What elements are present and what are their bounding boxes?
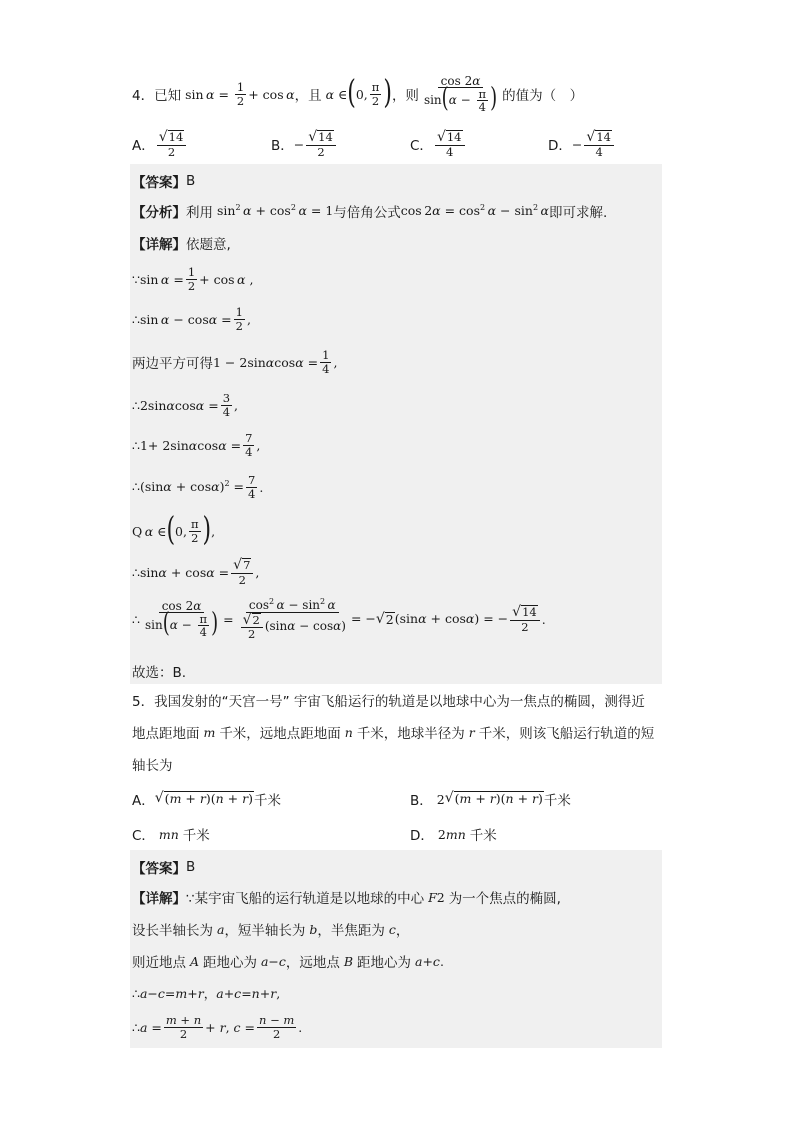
stem-text: 地点距地面 <box>132 726 200 742</box>
option-label: B． <box>410 793 433 809</box>
formula: √ (m + r)(n + r) <box>154 790 253 807</box>
fraction: $\cos^2 \alpha - \sin^2 \alpha$ √ 2 2 (sinα − cosα) <box>242 597 346 641</box>
detail-text: 距地心为 <box>357 955 412 971</box>
analysis-line <box>132 200 607 222</box>
formula: Q α ∈ <box>132 523 167 539</box>
detail-text: ∵某宇宙飞船的运行轨道是以地球的中心 <box>186 891 425 907</box>
detail-tag: 【详解】 <box>132 891 186 907</box>
formula: 0, <box>355 86 368 102</box>
detail-text: 设长半轴长为 <box>132 923 213 939</box>
formula: ∴ <box>132 611 140 627</box>
formula: . <box>298 1019 303 1035</box>
stem-text: 我国发射的“天宫一号” 宇宙飞船运行的轨道是以地球中心为一焦点的椭圆，测得近 <box>154 694 645 710</box>
unit-text: 千米 <box>182 828 210 844</box>
fraction: $\frac{\pi}{2}$ <box>371 80 380 108</box>
formula: 2 <box>432 791 445 807</box>
formula: 1 − 2sinαcosα = <box>213 354 319 370</box>
formula: ∵sin α = <box>132 271 184 287</box>
formula: , <box>333 354 338 370</box>
stem-text: ，则 <box>391 88 419 104</box>
formula: , <box>211 523 216 539</box>
detail-line <box>132 886 561 908</box>
formula: 0, <box>175 523 187 539</box>
question-number: 4． <box>132 88 155 104</box>
formula: √ (m + r)(n + r) <box>444 790 543 807</box>
unit-text: 千米 <box>253 793 281 809</box>
formula: $\sin^2 \alpha + \cos^2 \alpha = 1$ <box>213 203 334 219</box>
q5-stem-line-3 <box>132 752 173 776</box>
variable: B <box>339 953 358 969</box>
variable: 2 <box>436 889 449 905</box>
variable: c <box>384 921 396 937</box>
formula: = − √ 2 (sinα + cosα) = − <box>350 610 509 627</box>
formula: $\cos 2\alpha = \cos^2 \alpha - \sin^2 \alpha$ <box>400 203 549 219</box>
paren: ) <box>202 511 212 549</box>
formula: a−c <box>256 953 286 969</box>
radicand: 14 <box>446 130 462 145</box>
formula: + cos α <box>248 86 295 102</box>
unit-text: 千米 <box>469 828 497 844</box>
detail-tag: 【详解】 <box>132 237 186 253</box>
detail-line-4 <box>132 982 280 1004</box>
option-b[interactable] <box>410 786 571 812</box>
stem-text: 千米，远地点距地面 <box>219 726 341 742</box>
variable: b <box>305 921 318 937</box>
formula: + cos α , <box>199 271 254 287</box>
formula: = <box>223 611 234 627</box>
analysis-tag: 【分析】 <box>132 205 186 221</box>
unit-text: 千米 <box>543 793 571 809</box>
fraction: √ 14 4 <box>435 130 465 157</box>
denominator: 2 <box>167 144 176 159</box>
radicand: 14 <box>596 130 611 145</box>
conclusion-text: 故选：B. <box>132 665 187 681</box>
formula: ∴2sinαcosα = <box>132 397 219 413</box>
paren: ) <box>383 74 392 112</box>
option-label: C． <box>132 828 155 844</box>
fraction: $\frac{1}{2}$ <box>236 80 245 108</box>
option-label: B． <box>271 138 294 154</box>
analysis-text: 即可求解. <box>548 205 608 221</box>
stem-text: 的值为（ ） <box>502 88 584 104</box>
formula: . <box>541 611 546 627</box>
step-text: 两边平方可得 <box>132 356 213 372</box>
step-9 <box>132 594 546 644</box>
formula: , <box>234 397 238 413</box>
step-4 <box>132 388 238 422</box>
denominator: 4 <box>595 144 603 159</box>
option-a[interactable] <box>132 786 281 812</box>
option-a[interactable] <box>132 126 188 162</box>
denominator: 2 <box>317 144 325 159</box>
option-label: A． <box>132 793 155 809</box>
stem-text: ，且 <box>294 88 322 104</box>
q4-stem <box>132 74 583 114</box>
variable: m <box>199 724 220 740</box>
step-1 <box>132 262 253 296</box>
formula: . <box>259 479 264 495</box>
formula: , <box>246 311 251 327</box>
formula: a+c <box>411 953 440 969</box>
variable: n <box>340 724 357 740</box>
formula: ∴sinα + cosα = <box>132 564 230 580</box>
step-7 <box>132 512 215 550</box>
option-sign: − <box>571 136 583 152</box>
fraction: $\frac{\pi}{2}$ <box>190 517 199 545</box>
fraction: cos 2α sin(α − $\frac{\pi}{4}$ ) <box>144 598 219 640</box>
conclusion-line <box>132 660 186 682</box>
detail-text: 依题意, <box>186 237 231 253</box>
paren: ( <box>347 74 356 112</box>
detail-line-2: 设长半轴长为 a ，短半轴长为 b ，半焦距为 c ， <box>132 918 409 940</box>
detail-line-5 <box>132 1010 302 1044</box>
formula: mn <box>154 826 183 842</box>
formula: ∴sin α − cosα = <box>132 311 232 327</box>
option-label: D． <box>548 138 572 154</box>
variable: F <box>424 889 437 905</box>
q5-stem-line-1 <box>132 688 645 712</box>
fraction: $\frac{m + n}{2}$ <box>165 1013 202 1041</box>
option-c[interactable] <box>410 126 467 162</box>
formula: 2mn <box>433 826 466 842</box>
detail-text: ，远地点 <box>285 955 340 971</box>
variable: a <box>213 921 225 937</box>
formula: ∴a = <box>132 1019 162 1035</box>
analysis-text: 与倍角公式 <box>333 205 401 221</box>
answer-value: B <box>186 173 196 189</box>
detail-text: 为一个焦点的椭圆, <box>448 891 561 907</box>
fraction: cos 2α sin(α − $\frac{\pi}{4}$ ) <box>423 73 498 115</box>
fraction: √ 14 4 <box>584 130 614 157</box>
option-label: C． <box>410 138 433 154</box>
fraction: $\frac{n - m}{2}$ <box>259 1013 295 1041</box>
detail-text: ，半焦距为 <box>317 923 385 939</box>
option-b[interactable] <box>271 126 338 162</box>
stem-text: 已知 <box>154 88 182 104</box>
fraction: $\frac{1}{4}$ <box>322 348 330 376</box>
formula: , <box>255 564 260 580</box>
fraction: $\frac{3}{4}$ <box>222 391 231 419</box>
question-number: 5． <box>132 694 155 710</box>
formula: ∴(sinα + cosα)$^2$ = <box>132 479 245 495</box>
stem-text: 千米，地球半径为 <box>356 726 465 742</box>
step-3 <box>132 345 337 379</box>
stem-text: 轴长为 <box>132 758 173 774</box>
fraction: $\frac{7}{4}$ <box>248 473 256 501</box>
stem-text: 千米，则该飞船运行轨道的短 <box>478 726 655 742</box>
denominator: 4 <box>446 144 454 159</box>
analysis-text: 利用 <box>186 205 213 221</box>
step-8 <box>132 554 259 590</box>
fraction: $\frac{1}{2}$ <box>235 305 243 333</box>
formula: ∴a−c=m+r，a+c=n+r, <box>132 986 281 1001</box>
fraction: √ 14 2 <box>306 130 336 157</box>
answer-tag: 【答案】 <box>132 861 186 877</box>
option-label: A． <box>132 138 155 154</box>
variable: r <box>464 724 479 740</box>
step-5 <box>132 428 260 462</box>
fraction: √ 7 2 <box>231 558 253 585</box>
option-d[interactable] <box>410 822 497 846</box>
formula: ∴1+ 2sinαcosα = <box>132 437 242 453</box>
fraction: $\frac{7}{4}$ <box>245 431 253 459</box>
radicand: 14 <box>318 130 333 145</box>
formula: α ∈ <box>325 86 348 102</box>
step-6 <box>132 470 263 504</box>
detail-text: ，短半轴长为 <box>224 923 306 939</box>
answer-line <box>132 170 195 192</box>
detail-text: 则近地点 <box>132 955 186 971</box>
radicand: 14 <box>168 130 184 145</box>
fraction: √ 14 2 <box>510 605 540 632</box>
q5-stem-line-2 <box>132 720 654 744</box>
paren: ( <box>166 511 176 549</box>
variable: A <box>186 953 203 969</box>
detail-text: 距地心为 <box>202 955 257 971</box>
answer-line <box>132 856 195 878</box>
formula: , <box>256 437 261 453</box>
option-label: D． <box>410 828 434 844</box>
answer-tag: 【答案】 <box>132 175 186 191</box>
fraction: $\frac{1}{2}$ <box>187 265 196 293</box>
detail-line-3: 则近地点 A 距地心为 a−c ，远地点 B 距地心为 a+c . <box>132 950 444 972</box>
step-2 <box>132 302 251 336</box>
detail-line <box>132 232 231 254</box>
option-d[interactable] <box>548 126 616 162</box>
option-sign: − <box>293 136 305 152</box>
option-c[interactable] <box>132 822 210 846</box>
formula: sin α = <box>181 86 233 102</box>
formula: + r, c = <box>205 1019 255 1035</box>
answer-value: B <box>186 859 196 875</box>
fraction: √ 14 2 <box>157 130 187 157</box>
